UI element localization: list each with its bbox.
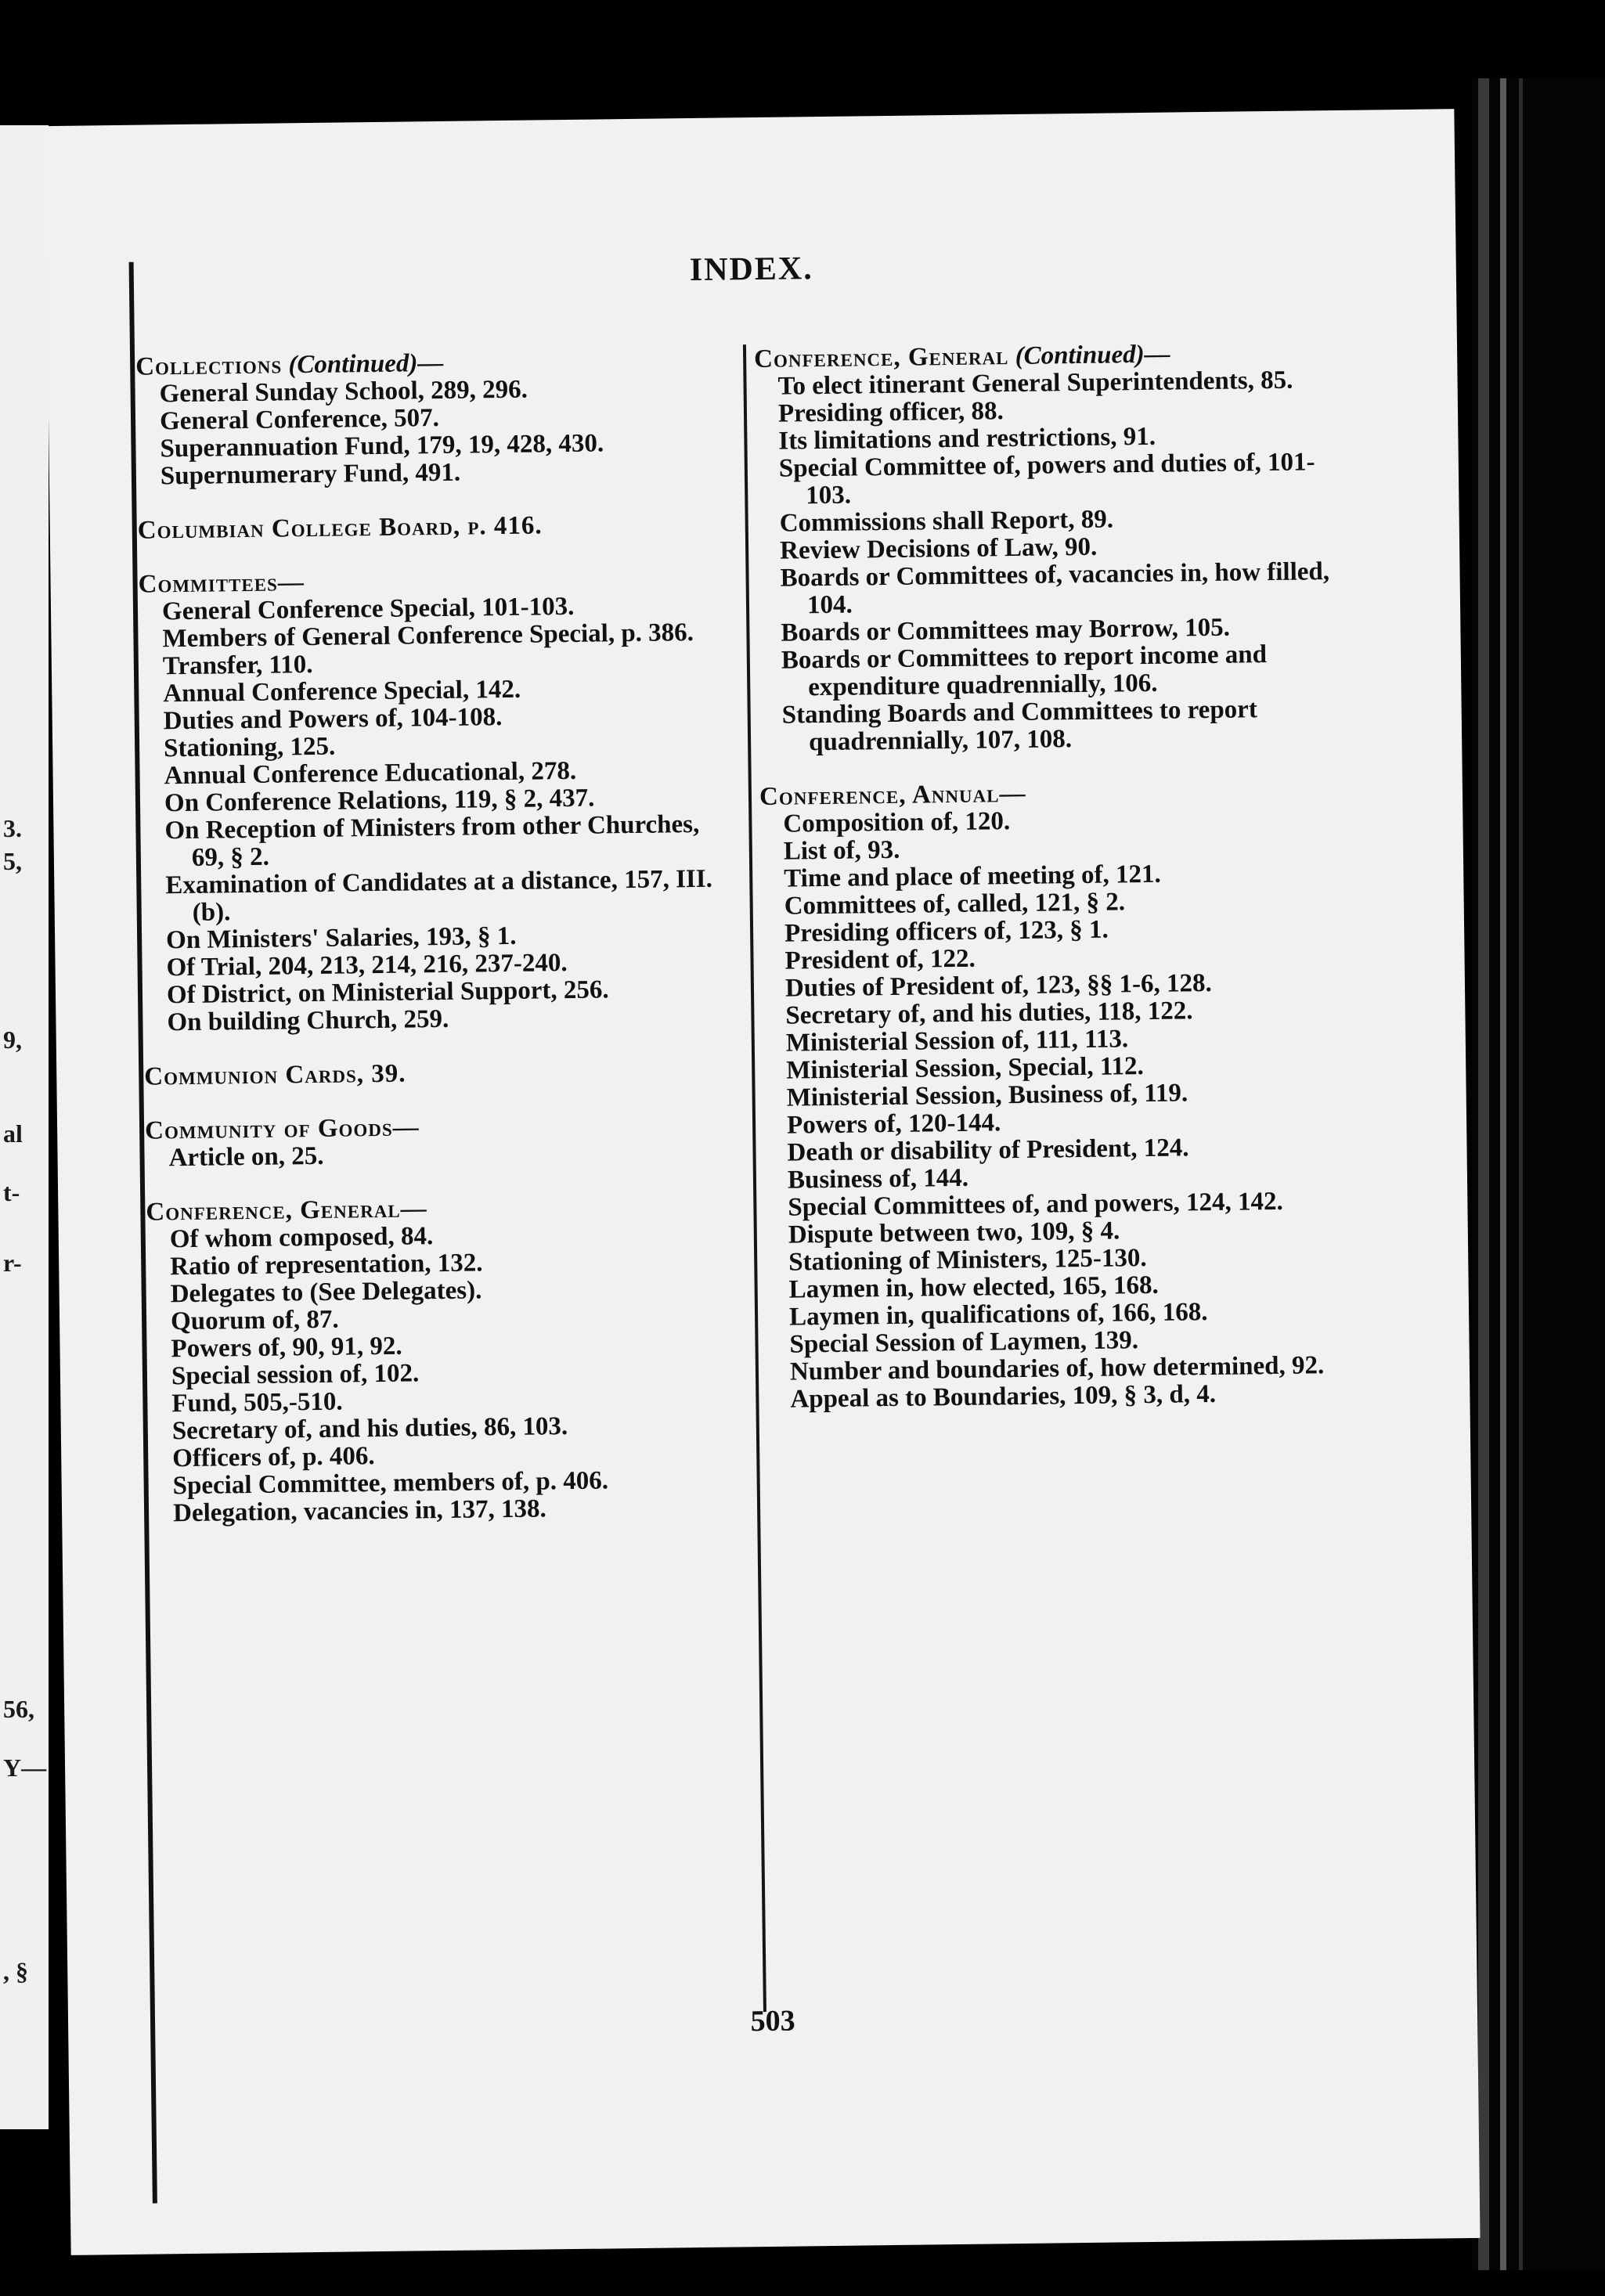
index-entry: Annual Conference Educational, 278. (164, 756, 577, 791)
adjacent-page-fragment: 56, (3, 1695, 34, 1723)
index-entry: Quorum of, 87. (170, 1305, 339, 1336)
index-heading-text: Conference, Annual— (759, 779, 1026, 812)
adjacent-page-fragment: Y— (3, 1754, 47, 1782)
index-entry: Boards or Committees may Borrow, 105. (781, 613, 1231, 647)
index-entry: Duties and Powers of, 104-108. (163, 703, 503, 736)
adjacent-page-fragment: t- (3, 1178, 20, 1206)
page-number: 503 (750, 2004, 795, 2038)
index-entry: Of District, on Ministerial Support, 256. (166, 975, 609, 1010)
index-heading-text: Communion Cards, 39. (144, 1059, 406, 1091)
index-entry: Fund, 505,-510. (171, 1387, 343, 1418)
index-entry: Boards or Committees of, vacancies in, how filled, 104. (780, 557, 1330, 620)
index-entry: Ministerial Session, Special, 112. (786, 1052, 1144, 1085)
index-section (759, 777, 1370, 1414)
index-entry: Of whom composed, 84. (169, 1222, 434, 1254)
index-entry: Special Committee of, powers and duties of, 101-103. (778, 448, 1315, 510)
adjacent-page-fragment: al (3, 1119, 23, 1148)
index-heading-text: Conference, General (753, 342, 1009, 374)
index-entry: Number and boundaries of, how determined, 92. (789, 1351, 1325, 1386)
index-heading-text: Collections (135, 351, 283, 381)
index-entry: Stationing of Ministers, 125-130. (788, 1244, 1147, 1277)
index-heading-text: Community of Goods— (144, 1113, 420, 1145)
index-entry: Transfer, 110. (162, 650, 313, 681)
index-entry: Ratio of representation, 132. (170, 1249, 483, 1281)
index-section (145, 1110, 741, 1172)
index-heading (138, 510, 733, 544)
book-page (45, 109, 1480, 2255)
index-entry: Death or disability of President, 124. (787, 1134, 1189, 1167)
index-section (138, 564, 738, 1036)
index-entry: Of Trial, 204, 213, 214, 216, 237-240. (166, 949, 568, 982)
index-entry: Special Committees of, and powers, 124, 142. (788, 1187, 1284, 1222)
index-entry: Ministerial Session of, 111, 113. (785, 1025, 1129, 1058)
index-heading-text: Committees— (138, 568, 305, 599)
index-entry: Appeal as to Boundaries, 109, § 3, d, 4. (790, 1379, 1217, 1414)
index-entry: Laymen in, how elected, 165, 168. (788, 1271, 1159, 1304)
adjacent-page-fragment: , § (3, 1957, 28, 1985)
index-entry: Annual Conference Special, 142. (163, 675, 521, 708)
index-entry: Officers of, p. 406. (172, 1442, 375, 1473)
index-entry: On Conference Relations, 119, § 2, 437. (164, 784, 595, 818)
book-spine-edge (1472, 78, 1605, 2270)
index-entry: Business of, 144. (787, 1163, 969, 1195)
adjacent-page-edge (0, 125, 49, 2129)
index-entry: Delegation, vacancies in, 137, 138. (172, 1494, 546, 1528)
index-heading-text: Columbian College Board, p. 416. (137, 511, 543, 545)
index-entry: Powers of, 120-144. (786, 1108, 1001, 1140)
index-entry: On Reception of Ministers from other Churches, 69, § 2. (164, 809, 700, 872)
index-entry: Laymen in, qualifications of, 166, 168. (788, 1298, 1208, 1332)
index-entry: Special session of, 102. (171, 1359, 420, 1391)
index-column-left (135, 346, 745, 1554)
index-entry: Superannuation Fund, 179, 19, 428, 430. (160, 429, 604, 463)
index-entry: To elect itinerant General Superintendents, 85. (777, 366, 1293, 401)
index-entry: General Sunday School, 289, 296. (159, 375, 528, 409)
index-heading-continued: (Continued)— (288, 348, 444, 380)
index-entry: On Ministers' Salaries, 193, § 1. (165, 921, 517, 955)
index-entry: Its limitations and restrictions, 91. (778, 422, 1156, 456)
index-entry: Time and place of meeting of, 121. (784, 860, 1161, 893)
index-entry: Delegates to (See Delegates). (170, 1276, 482, 1309)
adjacent-page-fragment: 3. (3, 814, 22, 842)
index-entry: Committees of, called, 121, § 2. (784, 888, 1126, 921)
index-entry: President of, 122. (784, 944, 976, 975)
index-heading-text: Conference, General— (146, 1195, 427, 1227)
index-entry: Article on, 25. (168, 1141, 324, 1173)
index-entry: Presiding officer, 88. (777, 397, 1004, 428)
adjacent-page-fragment: r- (3, 1249, 22, 1277)
index-entry: Ministerial Session, Business of, 119. (786, 1079, 1188, 1112)
adjacent-page-fragment: 5, (3, 847, 22, 875)
adjacent-page-fragment: 9, (3, 1025, 22, 1054)
index-entry: Examination of Candidates at a distance, 157, III. (b). (165, 864, 713, 927)
index-entry: General Conference Special, 101-103. (161, 592, 575, 626)
index-entry: Boards or Committees to report income and expenditure quadrennially, 106. (781, 640, 1268, 702)
index-column-right (754, 339, 1370, 1440)
index-entry: Stationing, 125. (163, 732, 336, 763)
index-section (138, 510, 733, 544)
index-heading-continued: (Continued)— (1015, 340, 1170, 370)
index-section (135, 346, 732, 490)
index-entry: Secretary of, and his duties, 118, 122. (785, 997, 1193, 1030)
index-heading (144, 1056, 739, 1090)
index-entry: Duties of President of, 123, §§ 1-6, 128. (784, 968, 1212, 1003)
index-entry: Members of General Conference Special, p. 386. (162, 618, 694, 654)
index-entry: Special Committee, members of, p. 406. (172, 1466, 609, 1501)
index-entry: Commissions shall Report, 89. (779, 505, 1114, 538)
page-title: INDEX. (689, 251, 813, 289)
index-entry: Secretary of, and his duties, 86, 103. (171, 1412, 568, 1446)
index-entry: On building Church, 259. (167, 1004, 449, 1037)
index-entry: List of, 93. (783, 835, 900, 866)
index-entry: Composition of, 120. (783, 807, 1011, 838)
index-section (146, 1191, 745, 1527)
index-entry: Dispute between two, 109, § 4. (788, 1216, 1120, 1249)
index-entry: Supernumerary Fund, 491. (160, 458, 461, 491)
index-entry: Standing Boards and Committees to report quadrennially, 107, 108. (781, 695, 1258, 757)
index-entry: Powers of, 90, 91, 92. (171, 1332, 402, 1364)
index-section (754, 339, 1362, 757)
index-entry: General Conference, 507. (159, 403, 440, 436)
index-entry: Special Session of Laymen, 139. (789, 1326, 1139, 1359)
index-entry: Review Decisions of Law, 90. (779, 532, 1098, 565)
index-entry: Presiding officers of, 123, § 1. (784, 915, 1109, 948)
index-section (144, 1056, 739, 1090)
